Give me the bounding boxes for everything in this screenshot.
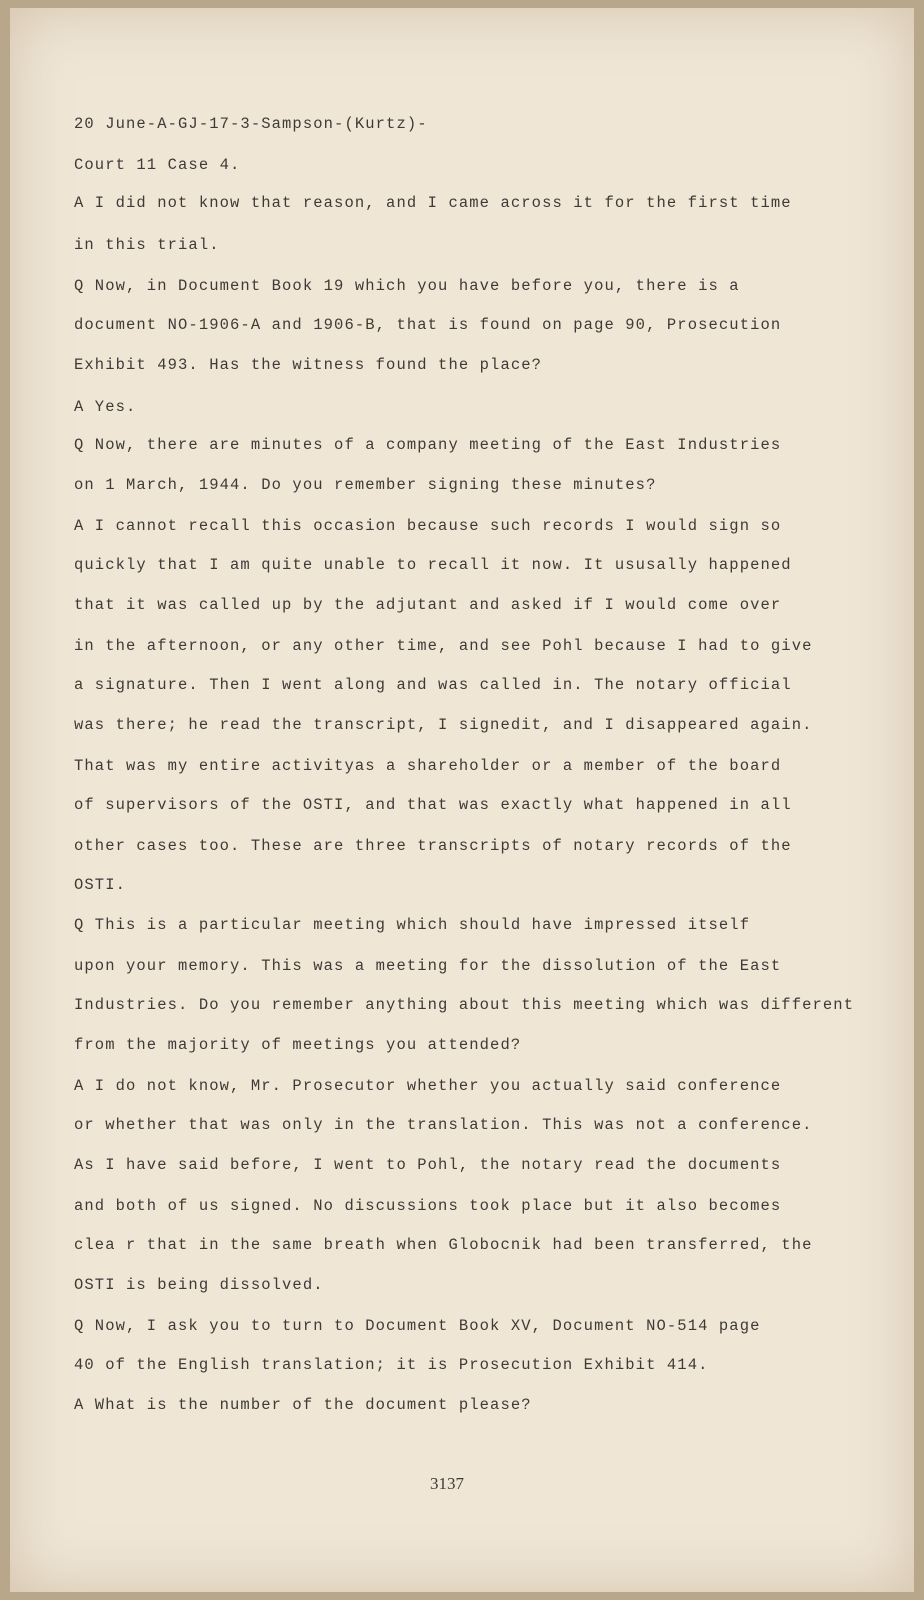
body-line: was there; he read the transcript, I signedit, and I disappeared again. bbox=[74, 716, 813, 734]
body-line: of supervisors of the OSTI, and that was exactly what happened in all bbox=[74, 796, 792, 814]
body-line: A Yes. bbox=[74, 398, 137, 416]
body-line: upon your memory. This was a meeting for the dissolution of the East bbox=[74, 957, 782, 975]
body-line: A I do not know, Mr. Prosecutor whether you actually said conference bbox=[74, 1077, 782, 1095]
page-number: 3137 bbox=[430, 1474, 464, 1493]
body-line: and both of us signed. No discussions took place but it also becomes bbox=[74, 1197, 782, 1215]
body-line: quickly that I am quite unable to recall it now. It ususally happened bbox=[74, 556, 792, 574]
body-line: Q Now, I ask you to turn to Document Book XV, Document NO-514 page bbox=[74, 1317, 761, 1335]
body-line: other cases too. These are three transcripts of notary records of the bbox=[74, 837, 792, 855]
body-line: Q Now, in Document Book 19 which you have before you, there is a bbox=[74, 277, 740, 295]
body-line: As I have said before, I went to Pohl, the notary read the documents bbox=[74, 1156, 782, 1174]
body-line: A What is the number of the document please? bbox=[74, 1396, 532, 1414]
body-line: from the majority of meetings you attended? bbox=[74, 1036, 522, 1054]
body-line: 40 of the English translation; it is Prosecution Exhibit 414. bbox=[74, 1356, 709, 1374]
body-line: clea r that in the same breath when Globocnik had been transferred, the bbox=[74, 1236, 813, 1254]
header-line-2: Court 11 Case 4. bbox=[74, 156, 241, 174]
body-line: Q This is a particular meeting which should have impressed itself bbox=[74, 916, 751, 934]
body-line: or whether that was only in the translation. This was not a conference. bbox=[74, 1116, 813, 1134]
document-page bbox=[10, 8, 914, 1592]
body-line: A I did not know that reason, and I came across it for the first time bbox=[74, 194, 792, 212]
header-line-1: 20 June-A-GJ-17-3-Sampson-(Kurtz)- bbox=[74, 115, 428, 133]
body-line: A I cannot recall this occasion because such records I would sign so bbox=[74, 517, 782, 535]
body-line: Industries. Do you remember anything about this meeting which was different bbox=[74, 996, 855, 1014]
body-line: in the afternoon, or any other time, and see Pohl because I had to give bbox=[74, 637, 813, 655]
body-line: that it was called up by the adjutant and asked if I would come over bbox=[74, 596, 782, 614]
body-line: a signature. Then I went along and was called in. The notary official bbox=[74, 676, 792, 694]
body-line: document NO-1906-A and 1906-B, that is found on page 90, Prosecution bbox=[74, 316, 782, 334]
body-line: OSTI is being dissolved. bbox=[74, 1276, 324, 1294]
body-line: in this trial. bbox=[74, 236, 220, 254]
body-line: on 1 March, 1944. Do you remember signing these minutes? bbox=[74, 476, 657, 494]
body-line: That was my entire activityas a shareholder or a member of the board bbox=[74, 757, 782, 775]
body-line: OSTI. bbox=[74, 876, 127, 894]
body-line: Exhibit 493. Has the witness found the place? bbox=[74, 356, 543, 374]
body-line: Q Now, there are minutes of a company meeting of the East Industries bbox=[74, 436, 782, 454]
